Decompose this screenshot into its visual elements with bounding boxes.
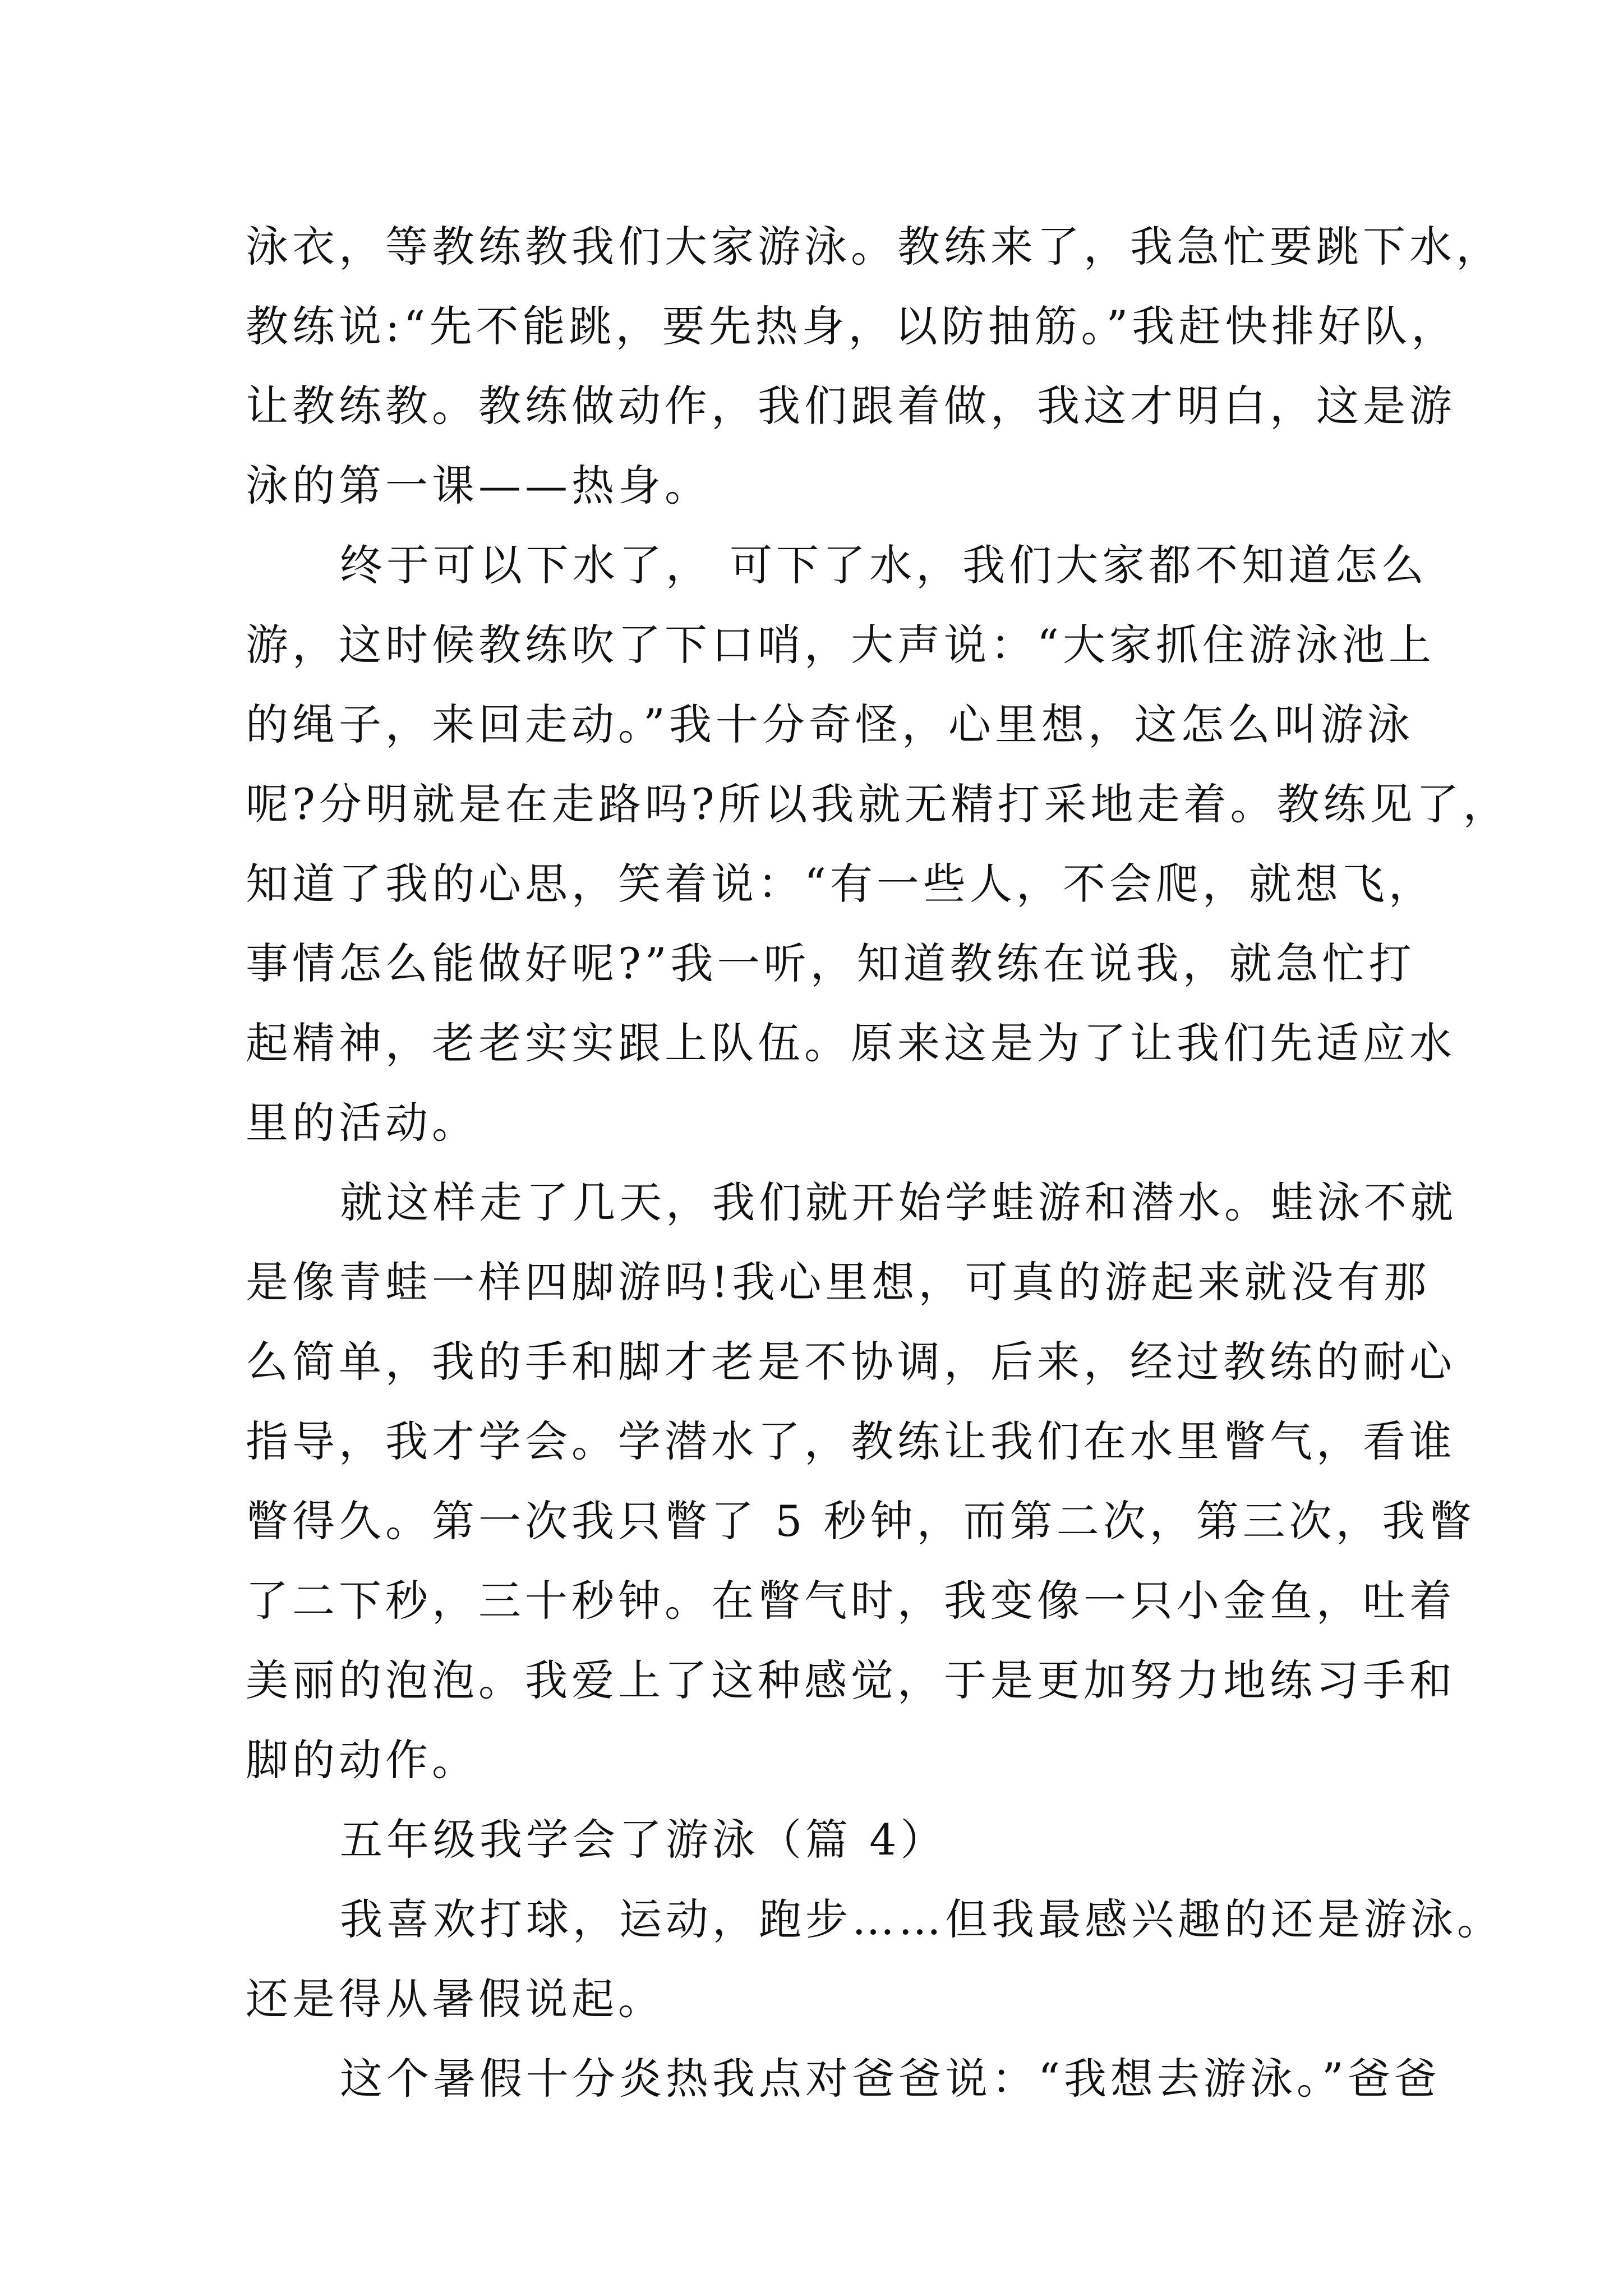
text-line: 脚的动作。 [246,1735,478,1785]
text-line: 美丽的泡泡。我爱上了这种感觉，于是更加努力地练习手和 [246,1655,1456,1705]
text-line: 游，这时候教练吹了下口哨，大声说：“大家抓住游泳池上 [246,620,1435,670]
text-line: 就这样走了几天，我们就开始学蛙游和潜水。蛙泳不就 [340,1177,1457,1227]
text-line: 起精神，老老实实跟上队伍。原来这是为了让我们先适应水 [246,1018,1456,1068]
text-line: 我喜欢打球，运动，跑步……但我最感兴趣的还是游泳。 [340,1894,1504,1944]
text-line: 里的活动。 [246,1098,478,1148]
text-line: 的绳子，来回走动。”我十分奇怪，心里想，这怎么叫游泳 [246,700,1414,749]
text-line: 知道了我的心思，笑着说：“有一些人，不会爬，就想飞， [246,859,1435,909]
text-line: 还是得从暑假说起。 [246,1974,665,2024]
text-line: 呢?分明就是在走路吗?所以我就无精打采地走着。教练见了， [246,779,1510,829]
text-line: 事情怎么能做好呢?”我一听，知道教练在说我，就急忙打 [246,938,1415,988]
text-line: 么简单，我的手和脚才老是不协调，后来，经过教练的耐心 [246,1337,1456,1387]
text-line: 指导，我才学会。学潜水了，教练让我们在水里瞥气，看谁 [246,1416,1456,1466]
text-line: 让教练教。教练做动作，我们跟着做，我这才明白，这是游 [246,381,1456,431]
text-line: 瞥得久。第一次我只瞥了 5 秒钟，而第二次，第三次，我瞥 [246,1496,1476,1546]
text-line: 泳的第一课——热身。 [246,461,711,510]
section-heading: 五年级我学会了游泳（篇 4） [340,1815,947,1865]
text-line: 这个暑假十分炎热我点对爸爸说：“我想去游泳。”爸爸 [340,2054,1441,2104]
text-line: 了二下秒，三十秒钟。在瞥气时，我变像一只小金鱼，吐着 [246,1576,1456,1626]
text-line: 是像青蛙一样四脚游吗!我心里想，可真的游起来就没有那 [246,1257,1431,1307]
text-line: 教练说:“先不能跳，要先热身，以防抽筋。”我赶快排好队， [246,301,1458,351]
text-line: 终于可以下水了， 可下了水，我们大家都不知道怎么 [340,540,1428,590]
text-line: 泳衣，等教练教我们大家游泳。教练来了，我急忙要跳下水， [246,222,1502,272]
